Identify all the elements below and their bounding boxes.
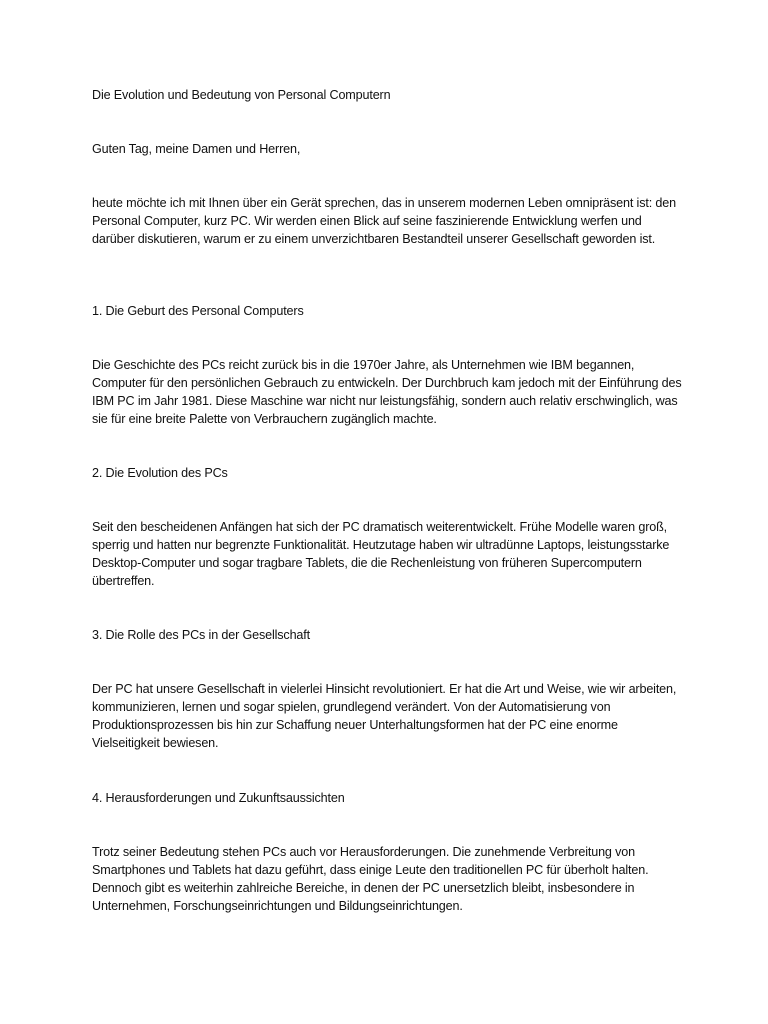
section-body: Trotz seiner Bedeutung stehen PCs auch vor Herausforderungen. Die zunehmende Verbreitung von Smartphones und Tablets hat dazu geführt, dass einige Leute den traditionellen PC für überholt halten. Dennoch gibt es weiterhin zahlreiche Bereiche, in denen der PC unersetzlich bleibt, insbesondere in Unternehmen, Forschungseinrichtungen und Bildungseinrichtungen. <box>92 845 649 913</box>
section-body: Die Geschichte des PCs reicht zurück bis in die 1970er Jahre, als Unternehmen wie IBM begannen, Computer für den persönlichen Gebrauch zu entwickeln. Der Durchbruch kam jedoch mit der Einführung des IBM PC im Jahr 1981. Diese Maschine war nicht nur leistungsfähig, sondern auch relativ erschwinglich, was sie für eine breite Palette von Verbrauchern zugänglich machte. <box>92 358 682 426</box>
intro-paragraph: heute möchte ich mit Ihnen über ein Gerät sprechen, das in unserem modernen Leben omnipräsent ist: den Personal Computer, kurz PC. Wir werden einen Blick auf seine faszinierende Entwicklung werfen und darüber diskutieren, warum er zu einem unverzichtbaren Bestandteil unserer Gesellschaft geworden ist. <box>92 196 676 246</box>
section-heading: 2. Die Evolution des PCs <box>92 466 228 480</box>
document-title: Die Evolution und Bedeutung von Personal Computern <box>92 88 391 102</box>
greeting-paragraph: Guten Tag, meine Damen und Herren, <box>92 142 301 156</box>
section-heading: 1. Die Geburt des Personal Computers <box>92 304 304 318</box>
section-body: Der PC hat unsere Gesellschaft in vielerlei Hinsicht revolutioniert. Er hat die Art und Weise, wie wir arbeiten, kommunizieren, lernen und sogar spielen, grundlegend verändert. Von der Automatisierung von Produktionsprozessen bis hin zur Schaffung neuer Unterhaltungsformen hat der PC eine enorme Vielseitigkeit bewiesen. <box>92 682 677 750</box>
section-heading: 3. Die Rolle des PCs in der Gesellschaft <box>92 628 310 642</box>
section-body: Seit den bescheidenen Anfängen hat sich der PC dramatisch weiterentwickelt. Frühe Modelle waren groß, sperrig und hatten nur begrenzte Funktionalität. Heutzutage haben wir ultradünne Laptops, leistungsstarke Desktop-Computer und sogar tragbare Tablets, die die Rechenleistung von früheren Supercomputern übertreffen. <box>92 520 670 588</box>
section-heading: 4. Herausforderungen und Zukunftsaussichten <box>92 791 345 805</box>
